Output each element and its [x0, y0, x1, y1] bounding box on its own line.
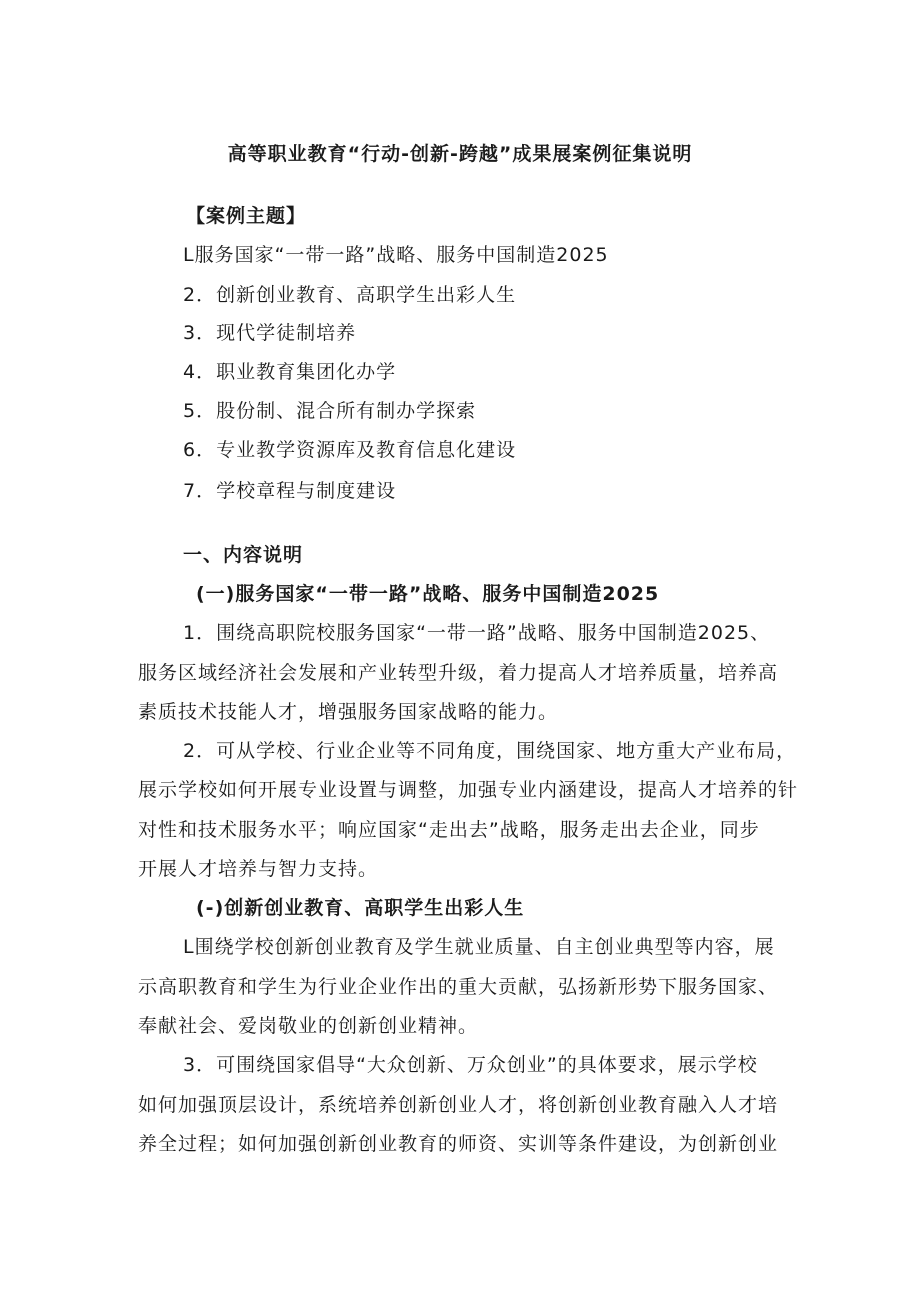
paragraph-line: 展示学校如何开展专业设置与调整，加强专业内涵建设，提高人才培养的针: [138, 779, 799, 801]
paragraph-line: 1．围绕高职院校服务国家“一带一路”战略、服务中国制造2025、: [183, 622, 771, 644]
theme-item: 2．创新创业教育、高职学生出彩人生: [183, 284, 517, 306]
paragraph-line: 养全过程；如何加强创新创业教育的师资、实训等条件建设，为创新创业: [138, 1133, 779, 1155]
document-title: 高等职业教育“行动-创新-跨越”成果展案例征集说明: [227, 143, 693, 165]
paragraph-line: 3．可围绕国家倡导“大众创新、万众创业”的具体要求，展示学校: [183, 1054, 758, 1076]
paragraph-line: 对性和技术服务水平；响应国家“走出去”战略，服务走出去企业，同步: [138, 819, 760, 841]
paragraph-line: 服务区域经济社会发展和产业转型升级，着力提高人才培养质量，培养高: [138, 662, 779, 684]
subsection-heading: (-)创新创业教育、高职学生出彩人生: [196, 897, 525, 919]
theme-item: 6．专业教学资源库及教育信息化建设: [183, 439, 517, 461]
paragraph-line: 示高职教育和学生为行业企业作出的重大贡献，弘扬新形势下服务国家、: [138, 976, 779, 998]
theme-item: 5．股份制、混合所有制办学探索: [183, 400, 477, 422]
paragraph-line: 开展人才培养与智力支持。: [138, 858, 379, 880]
paragraph-line: 如何加强顶层设计，系统培养创新创业人才，将创新创业教育融入人才培: [138, 1094, 779, 1116]
theme-item: 4．职业教育集团化办学: [183, 361, 397, 383]
paragraph-line: 素质技术技能人才，增强服务国家战略的能力。: [138, 701, 559, 723]
section-heading: 一、内容说明: [183, 544, 304, 566]
theme-item: L服务国家“一带一路”战略、服务中国制造2025: [183, 244, 609, 266]
themes-heading: 【案例主题】: [186, 205, 307, 227]
subsection-heading: (一)服务国家“一带一路”战略、服务中国制造2025: [196, 583, 660, 605]
theme-item: 3．现代学徒制培养: [183, 322, 357, 344]
paragraph-line: 奉献社会、爱岗敬业的创新创业精神。: [138, 1015, 479, 1037]
theme-item: 7．学校章程与制度建设: [183, 480, 397, 502]
paragraph-line: 2．可从学校、行业企业等不同角度，围绕国家、地方重大产业布局，: [183, 740, 797, 762]
paragraph-line: L围绕学校创新创业教育及学生就业质量、自主创业典型等内容，展: [183, 936, 775, 958]
